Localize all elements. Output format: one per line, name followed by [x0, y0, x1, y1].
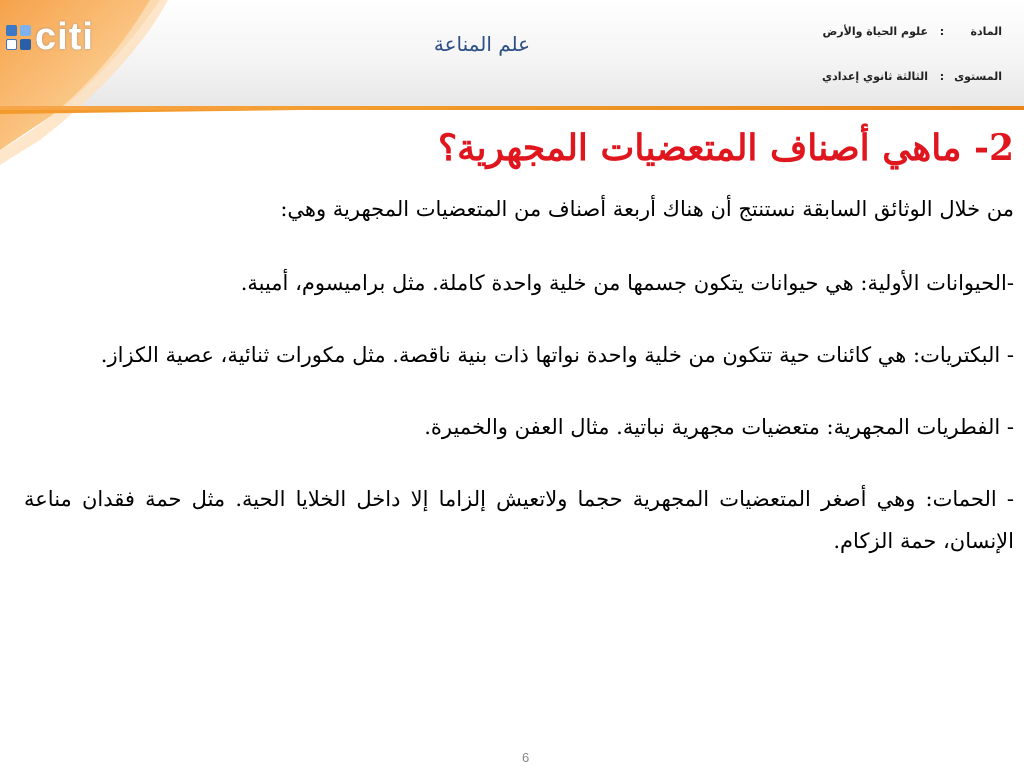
page-number: 6: [522, 750, 530, 765]
level-value: الثالثة ثانوي إعدادي: [822, 70, 928, 83]
subject-value: علوم الحياة والأرض: [822, 25, 928, 38]
level-separator: :: [939, 70, 945, 83]
level-row: [822, 70, 1002, 83]
citi-logo: [6, 18, 94, 56]
item-fungi: - الفطريات المجهرية: متعضيات مجهرية نباتية. مثال العفن والخميرة.: [424, 415, 1014, 439]
item-viruses: - الحمات: وهي أصغر المتعضيات المجهرية حجما ولاتعيش إلزاما إلا داخل الخلايا الحية. مثل حمة فقدان مناعة الإنسان، حمة الزكام.: [24, 487, 1014, 553]
subject-row: [823, 25, 1003, 38]
subject-label: المادة: [970, 25, 1002, 38]
logo-text: citi: [35, 16, 94, 58]
slide-content: [24, 118, 1014, 562]
level-label: المستوى: [954, 70, 1002, 83]
item-protozoa: -الحيوانات الأولية: هي حيوانات يتكون جسمها من خلية واحدة كاملة. مثل براميسوم، أميبة.: [240, 271, 1014, 295]
header-divider: [0, 106, 1024, 110]
intro-paragraph: من خلال الوثائق السابقة نستنتج أن هناك أربعة أصناف من المتعضيات المجهرية وهي:: [280, 197, 1014, 221]
course-title: علم المناعة: [433, 32, 531, 56]
subject-separator: :: [939, 25, 945, 38]
item-bacteria: - البكتريات: هي كائنات حية تتكون من خلية واحدة نواتها ذات بنية ناقصة. مثل مكورات ثنائية، عصية الكزاز.: [100, 343, 1014, 367]
question-title: 2- ماهي أصناف المتعضيات المجهرية؟: [438, 127, 1014, 169]
logo-squares-icon: [6, 25, 31, 50]
